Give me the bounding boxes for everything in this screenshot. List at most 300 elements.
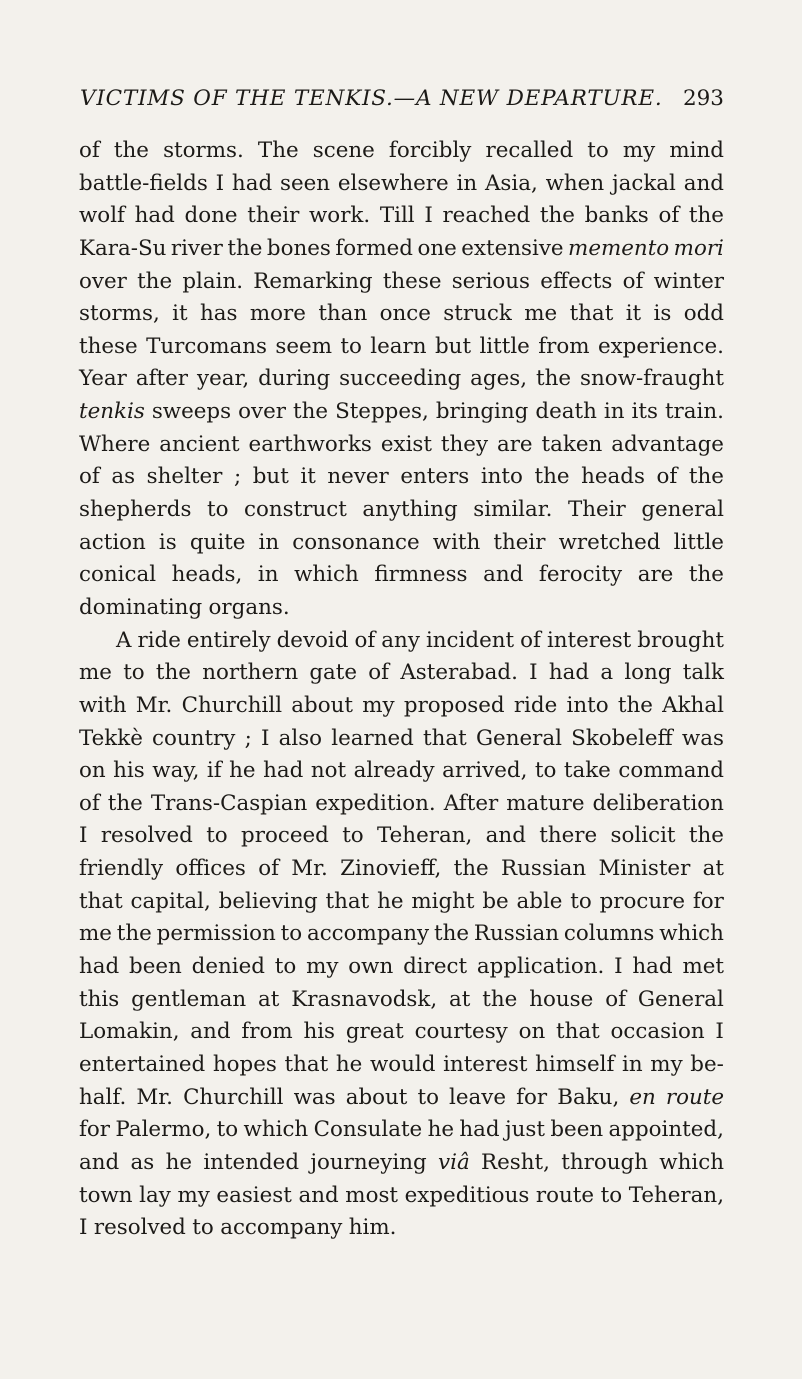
word: brought <box>637 627 724 653</box>
text-line <box>79 1114 724 1147</box>
word: a <box>600 660 614 686</box>
word: Teheran, <box>377 823 473 849</box>
word: I <box>215 170 225 196</box>
word: General <box>475 725 562 751</box>
word: Turcomans <box>146 333 267 359</box>
text-line <box>79 657 724 690</box>
word: expedition. <box>315 790 436 816</box>
word: Consulate <box>313 1117 423 1143</box>
word: of <box>656 464 678 490</box>
word: with <box>432 529 481 555</box>
word: would <box>369 1051 436 1077</box>
word: friendly <box>79 856 164 882</box>
word: been <box>129 954 182 980</box>
text-line <box>79 1049 724 1082</box>
word: General <box>637 986 724 1012</box>
word: during <box>258 366 331 392</box>
word: be <box>482 888 509 914</box>
word: long <box>624 660 672 686</box>
word: which <box>659 921 724 947</box>
word: direct <box>403 954 468 980</box>
word: Asterabad. <box>400 660 518 686</box>
word: jackal <box>611 170 676 196</box>
word: town <box>79 1182 133 1208</box>
word: it <box>625 301 642 327</box>
word: taken <box>541 431 603 457</box>
word: ; <box>244 725 252 751</box>
body-text <box>79 135 724 1245</box>
word: that <box>79 888 123 914</box>
word: in <box>622 1051 643 1077</box>
word: on <box>518 1019 546 1045</box>
word: proceed <box>241 823 329 849</box>
word: to <box>587 138 609 163</box>
word: quite <box>189 529 246 555</box>
word: one <box>417 235 457 261</box>
word: at <box>258 986 280 1012</box>
word: from <box>241 1019 293 1045</box>
word: and <box>190 1019 231 1045</box>
word: heads <box>581 464 645 490</box>
word: the <box>688 823 724 849</box>
text-line <box>79 135 724 168</box>
word: for <box>79 1117 111 1143</box>
word: talk <box>682 660 724 686</box>
word: appointed, <box>608 1117 724 1143</box>
word: never <box>327 464 389 490</box>
word: to <box>206 497 229 523</box>
word: take <box>563 758 611 784</box>
word: to <box>123 660 145 686</box>
text-line <box>79 788 724 821</box>
text-line <box>79 1082 724 1115</box>
word: house <box>529 986 594 1012</box>
word: conical <box>79 562 157 588</box>
word: the <box>155 660 191 686</box>
word: able <box>516 888 563 914</box>
word: banks <box>584 203 649 229</box>
word: wolf <box>79 203 125 229</box>
word: Churchill <box>181 692 283 718</box>
text-line <box>79 396 724 429</box>
word: forcibly <box>388 138 472 163</box>
word: than <box>318 301 368 327</box>
word: my <box>306 954 339 980</box>
word: mori <box>673 235 724 261</box>
word: gentleman <box>131 986 247 1012</box>
word: exist <box>380 431 432 457</box>
word: me <box>79 660 112 686</box>
word: done <box>184 203 238 229</box>
word: my <box>622 138 656 163</box>
text-line <box>79 918 724 951</box>
word: little <box>673 529 724 555</box>
word: to <box>534 758 557 784</box>
word: are <box>496 431 533 457</box>
word: himself <box>535 1051 615 1077</box>
word: to <box>280 921 303 947</box>
word: courtesy <box>414 1019 508 1045</box>
word: I <box>79 1215 88 1241</box>
word: seem <box>275 333 332 359</box>
word: country <box>152 725 236 751</box>
word: to <box>216 1117 239 1143</box>
word: there <box>539 823 598 849</box>
word: incident <box>425 627 515 653</box>
word: been <box>550 1117 604 1143</box>
text-line <box>79 266 724 299</box>
word: storms, <box>79 301 160 327</box>
word: river <box>170 235 223 261</box>
word: memento <box>568 235 670 261</box>
word: my <box>650 1051 683 1077</box>
word: snow-fraught <box>580 366 724 392</box>
word: formed <box>335 235 413 261</box>
word: Year <box>79 366 127 392</box>
word: occasion <box>610 1019 705 1045</box>
text-line <box>79 331 724 364</box>
word: extensive <box>461 235 564 261</box>
word: it <box>300 464 316 490</box>
word: more <box>249 301 306 327</box>
word: solicit <box>610 823 676 849</box>
word: that <box>423 725 467 751</box>
word: Till <box>379 203 415 229</box>
word: of <box>79 138 100 163</box>
word: great <box>345 1019 404 1045</box>
word: to <box>417 1084 439 1110</box>
page-number: 293 <box>682 86 724 111</box>
word: he <box>377 888 404 914</box>
word: devoid <box>276 627 349 653</box>
word: the <box>433 921 470 947</box>
word: en <box>629 1084 656 1110</box>
word: effects <box>540 268 613 294</box>
word: me <box>79 921 112 947</box>
word: to <box>340 333 362 359</box>
word: Mr. <box>291 856 328 882</box>
word: work. <box>309 203 371 229</box>
word: entertained <box>79 1051 206 1077</box>
text-line <box>79 1212 724 1245</box>
word: these <box>382 268 442 294</box>
word: to <box>274 954 297 980</box>
word: might <box>411 888 475 914</box>
word: mature <box>506 790 585 816</box>
word: experience. <box>597 333 724 359</box>
word: Russian <box>473 921 560 947</box>
word: reached <box>442 203 531 229</box>
word: had <box>548 660 590 686</box>
word: Mr. <box>136 1084 173 1110</box>
word: that <box>325 888 370 914</box>
word: Skobeleff <box>571 725 673 751</box>
word: is <box>653 301 672 327</box>
word: on <box>79 758 106 784</box>
word: of <box>79 790 100 816</box>
word: ride <box>137 627 181 653</box>
word: death <box>535 399 597 425</box>
word: into <box>480 464 523 490</box>
word: learned <box>331 725 414 751</box>
word: capital, <box>130 888 211 914</box>
word: any <box>381 627 420 653</box>
word: expeditious <box>404 1182 530 1208</box>
text-line <box>79 755 724 788</box>
word: me <box>524 301 558 327</box>
word: with <box>79 692 127 718</box>
word: as <box>111 464 136 490</box>
word: Zinovieff, <box>340 856 442 882</box>
word: through <box>561 1149 648 1175</box>
word: ferocity <box>538 562 623 588</box>
word: and <box>298 1182 339 1208</box>
word: Akhal <box>662 692 724 718</box>
word: about <box>345 1084 408 1110</box>
text-line <box>79 690 724 723</box>
word: resolved <box>93 1215 186 1241</box>
word: of <box>354 627 376 653</box>
word: Tekkè <box>79 725 143 751</box>
word: to <box>206 823 228 849</box>
word: that <box>556 1019 600 1045</box>
word: interest <box>443 1051 528 1077</box>
word: Their <box>567 497 626 523</box>
text-line <box>79 592 724 625</box>
word: met <box>682 954 724 980</box>
word: procure <box>599 888 686 914</box>
word: him. <box>348 1215 397 1241</box>
word: similar. <box>473 497 553 523</box>
word: After <box>443 790 499 816</box>
word: ; <box>233 464 242 490</box>
word: his <box>303 1019 336 1045</box>
word: Churchill <box>183 1084 284 1110</box>
word: Teheran, <box>628 1182 724 1208</box>
word: serious <box>451 268 531 294</box>
text-line <box>79 168 724 201</box>
word: he <box>165 1149 193 1175</box>
word: he <box>229 758 256 784</box>
word: arrived, <box>442 758 528 784</box>
word: at <box>702 856 724 882</box>
word: these <box>79 333 138 359</box>
text-line <box>79 429 724 462</box>
word: of <box>79 464 100 490</box>
word: the <box>536 366 572 392</box>
text-line <box>79 559 724 592</box>
word: wretched <box>558 529 661 555</box>
word: the <box>534 464 570 490</box>
word: as <box>130 1149 155 1175</box>
text-line <box>79 1180 724 1213</box>
word: odd <box>683 301 724 327</box>
word: intended <box>203 1149 300 1175</box>
word: of <box>520 627 541 653</box>
word: elsewhere <box>337 170 449 196</box>
text-line <box>79 820 724 853</box>
word: struck <box>443 301 512 327</box>
word: Asia, <box>484 170 538 196</box>
word: when <box>545 170 605 196</box>
word: their <box>493 529 546 555</box>
word: plain. <box>182 268 244 294</box>
word: Baku, <box>557 1084 620 1110</box>
word: the <box>116 921 152 947</box>
word: but <box>434 333 472 359</box>
text-line <box>79 886 724 919</box>
word: my <box>362 692 395 718</box>
word: already <box>353 758 435 784</box>
word: that <box>569 301 614 327</box>
word: ancient <box>159 431 240 457</box>
word: in <box>603 399 625 425</box>
word: of <box>258 856 279 882</box>
text-line <box>79 853 724 886</box>
word: I <box>529 660 538 686</box>
word: of <box>622 268 644 294</box>
word: which <box>294 562 359 588</box>
word: in <box>456 170 478 196</box>
word: anything <box>362 497 458 523</box>
word: little <box>479 333 530 359</box>
word: Steppes, <box>335 399 429 425</box>
word: shelter <box>146 464 223 490</box>
word: the <box>617 692 653 718</box>
word: this <box>79 986 120 1012</box>
word: also <box>278 725 323 751</box>
word: succeeding <box>339 366 462 392</box>
word: in <box>258 529 280 555</box>
word: Trans-Caspian <box>150 790 308 816</box>
word: had <box>459 1117 500 1143</box>
word: accompany <box>220 1215 343 1241</box>
word: Kara-Su <box>79 235 167 261</box>
word: but <box>252 464 289 490</box>
word: I <box>260 725 270 751</box>
word: northern <box>202 660 299 686</box>
word: and <box>79 1149 120 1175</box>
word: storms. <box>163 138 244 163</box>
word: believing <box>218 888 318 914</box>
word: leave <box>449 1084 507 1110</box>
word: scene <box>312 138 375 163</box>
word: the <box>688 464 724 490</box>
word: organs. <box>208 594 290 620</box>
word: action <box>79 529 146 555</box>
word: was <box>293 1084 336 1110</box>
word: interest <box>546 627 632 653</box>
word: battle-fields <box>79 170 208 196</box>
word: entirely <box>186 627 271 653</box>
word: their <box>247 203 300 229</box>
word: accompany <box>306 921 430 947</box>
word: the <box>227 235 263 261</box>
word: to <box>600 1182 623 1208</box>
word: Palermo, <box>115 1117 212 1143</box>
word: ride <box>513 692 558 718</box>
word: had <box>134 203 175 229</box>
word: over <box>238 399 286 425</box>
word: earthworks <box>248 431 372 457</box>
word: I <box>424 203 433 229</box>
word: shepherds <box>79 497 192 523</box>
word: the <box>688 562 724 588</box>
word: to <box>192 1215 214 1241</box>
text-line <box>79 984 724 1017</box>
word: the <box>293 399 329 425</box>
word: hopes <box>212 1051 277 1077</box>
text-line <box>79 461 724 494</box>
word: and <box>485 823 526 849</box>
word: Minister <box>598 856 691 882</box>
word: route <box>665 1084 724 1110</box>
word: firmness <box>374 562 468 588</box>
word: the <box>137 268 173 294</box>
word: Krasnavodsk, <box>291 986 438 1012</box>
word: The <box>257 138 299 163</box>
word: Resht, <box>481 1149 550 1175</box>
word: command <box>618 758 724 784</box>
text-line <box>79 1147 724 1180</box>
word: was <box>681 725 724 751</box>
word: advantage <box>611 431 724 457</box>
word: easiest <box>216 1182 292 1208</box>
word: half. <box>79 1084 127 1110</box>
word: for <box>692 888 724 914</box>
word: tenkis <box>79 399 145 425</box>
word: which <box>659 1149 724 1175</box>
word: to <box>570 888 592 914</box>
word: at <box>449 986 471 1012</box>
word: to <box>342 823 364 849</box>
word: that <box>284 1051 329 1077</box>
word: the <box>688 203 724 229</box>
word: I <box>715 1019 724 1045</box>
word: resolved <box>100 823 193 849</box>
word: if <box>206 758 222 784</box>
word: of <box>658 203 680 229</box>
text-line <box>79 527 724 560</box>
word: for <box>516 1084 548 1110</box>
word: year, <box>197 366 250 392</box>
word: Russian <box>500 856 587 882</box>
text-line <box>79 298 724 331</box>
word: deliberation <box>592 790 724 816</box>
word: they <box>440 431 489 457</box>
word: Where <box>79 431 151 457</box>
word: I <box>79 823 88 849</box>
word: consonance <box>292 529 420 555</box>
word: he <box>335 1051 363 1077</box>
word: into <box>566 692 609 718</box>
word: not <box>310 758 347 784</box>
word: it <box>172 301 188 327</box>
text-line <box>79 951 724 984</box>
word: heads, <box>171 562 243 588</box>
word: proposed <box>403 692 505 718</box>
word: Lomakin, <box>79 1019 180 1045</box>
word: had <box>231 170 273 196</box>
word: gate <box>309 660 358 686</box>
word: permission <box>156 921 276 947</box>
word: viâ <box>438 1149 470 1175</box>
word: just <box>505 1117 545 1143</box>
word: way, <box>152 758 200 784</box>
word: in <box>257 562 279 588</box>
word: general <box>641 497 724 523</box>
word: the <box>539 203 575 229</box>
